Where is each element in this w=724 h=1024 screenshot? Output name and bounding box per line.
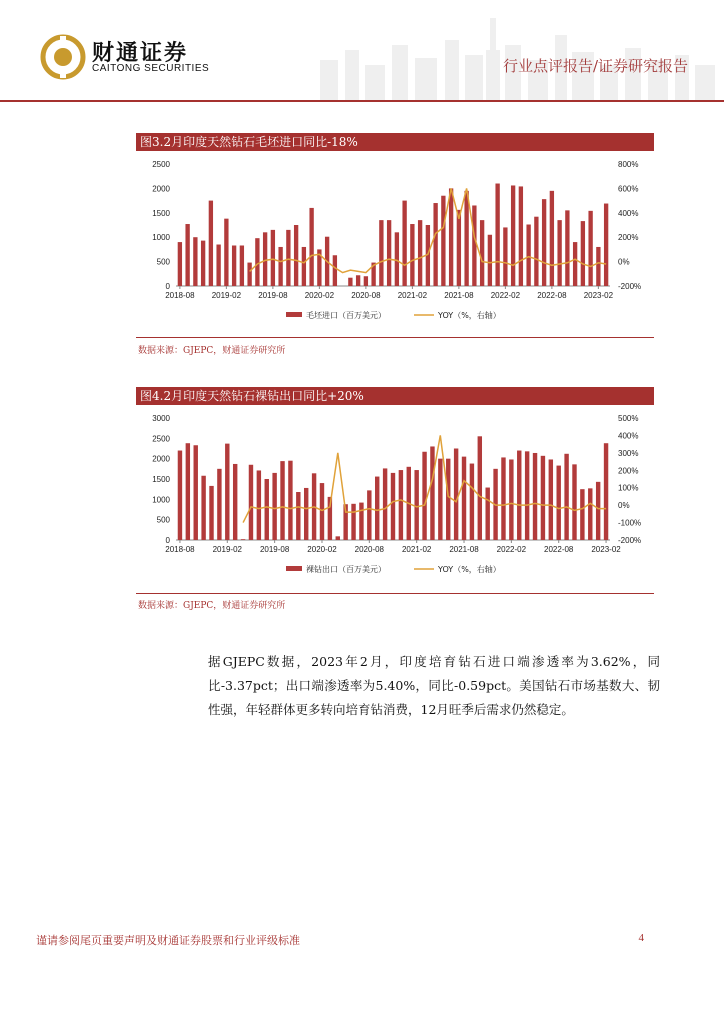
bar bbox=[588, 211, 592, 286]
bar bbox=[470, 464, 474, 540]
x-tick-label: 2018-08 bbox=[165, 545, 195, 554]
bar bbox=[541, 456, 545, 540]
bar bbox=[240, 245, 244, 286]
bar bbox=[449, 188, 453, 286]
bar bbox=[438, 459, 442, 540]
bar bbox=[224, 219, 228, 286]
bar bbox=[265, 479, 269, 540]
figure-4-chart bbox=[136, 406, 654, 584]
bar bbox=[596, 247, 600, 286]
bar bbox=[462, 457, 466, 540]
bar bbox=[263, 232, 267, 286]
bar bbox=[304, 488, 308, 540]
bar bbox=[457, 210, 461, 286]
x-tick-label: 2019-02 bbox=[212, 545, 242, 554]
legend-line-label: YOY（%，右轴） bbox=[438, 565, 501, 574]
bar bbox=[441, 196, 445, 286]
bar bbox=[550, 191, 554, 286]
x-tick-label: 2020-02 bbox=[304, 291, 335, 300]
bar bbox=[280, 461, 284, 540]
bar bbox=[348, 278, 352, 286]
caitong-logo-icon bbox=[40, 34, 86, 80]
figure-3-chart bbox=[136, 152, 654, 330]
x-tick-label: 2019-08 bbox=[258, 291, 288, 300]
bar bbox=[257, 470, 261, 540]
body-paragraph: 据GJEPC数据，2023年2月，印度培育钻石进口端渗透率为3.62%，同比-3.37pct；出口端渗透率为5.40%，同比-0.59pct。美国钻石市场基数大、韧性强，年轻群体更多转向培育钻消费，12月旺季后需求仍然稳定。 bbox=[208, 654, 660, 717]
bar bbox=[359, 503, 363, 540]
bar bbox=[209, 201, 213, 286]
bar bbox=[418, 220, 422, 286]
y-left-tick-label: 1000 bbox=[152, 495, 170, 505]
logo-text-en: CAITONG SECURITIES bbox=[92, 63, 210, 74]
bar bbox=[604, 443, 608, 540]
y-left-tick-label: 1500 bbox=[152, 208, 170, 218]
bar bbox=[186, 443, 190, 540]
y-left-tick-label: 0 bbox=[165, 536, 170, 545]
bar bbox=[309, 208, 313, 286]
bar bbox=[391, 473, 395, 540]
x-tick-label: 2022-02 bbox=[490, 291, 521, 300]
legend-bar-swatch bbox=[286, 566, 302, 571]
y-right-tick-label: 300% bbox=[618, 448, 639, 458]
bar bbox=[501, 457, 505, 540]
bar bbox=[414, 470, 418, 540]
bar bbox=[517, 451, 521, 540]
y-left-tick-label: 0 bbox=[165, 282, 170, 291]
bar bbox=[379, 220, 383, 286]
figure-3-divider bbox=[136, 337, 654, 338]
y-left-tick-label: 2000 bbox=[152, 184, 170, 194]
bar bbox=[495, 184, 499, 286]
bar bbox=[557, 220, 561, 286]
bar bbox=[564, 454, 568, 540]
x-tick-label: 2021-02 bbox=[397, 291, 428, 300]
bar bbox=[320, 483, 324, 540]
bar bbox=[572, 464, 576, 540]
bar bbox=[288, 461, 292, 540]
x-tick-label: 2021-08 bbox=[444, 291, 474, 300]
bar bbox=[294, 225, 298, 286]
bar bbox=[241, 539, 245, 540]
bar bbox=[387, 220, 391, 286]
y-right-tick-label: 400% bbox=[618, 431, 639, 441]
bar bbox=[565, 210, 569, 286]
bar bbox=[286, 230, 290, 286]
bar bbox=[542, 199, 546, 286]
bar bbox=[596, 482, 600, 540]
bar bbox=[519, 186, 523, 286]
bar bbox=[525, 451, 529, 540]
bar bbox=[488, 235, 492, 286]
y-right-tick-label: 800% bbox=[618, 160, 639, 169]
bar bbox=[225, 444, 229, 540]
bar bbox=[533, 453, 537, 540]
bar bbox=[232, 245, 236, 286]
x-tick-label: 2020-08 bbox=[354, 545, 385, 554]
x-tick-label: 2018-08 bbox=[165, 291, 195, 300]
bar bbox=[503, 227, 507, 286]
bar bbox=[201, 476, 205, 540]
legend-line-label: YOY（%，右轴） bbox=[438, 311, 501, 320]
x-tick-label: 2020-02 bbox=[307, 545, 337, 554]
bar bbox=[410, 224, 414, 286]
y-right-tick-label: 0% bbox=[618, 501, 630, 511]
y-left-tick-label: 2500 bbox=[152, 160, 170, 169]
bar bbox=[478, 436, 482, 540]
bar bbox=[271, 230, 275, 286]
y-right-tick-label: -100% bbox=[618, 518, 642, 528]
bar bbox=[249, 465, 253, 540]
bar bbox=[580, 489, 584, 540]
bar bbox=[178, 451, 182, 540]
x-tick-label: 2021-08 bbox=[449, 545, 479, 554]
figure-4-divider bbox=[136, 593, 654, 594]
bar bbox=[509, 459, 513, 540]
page-number: 4 bbox=[638, 932, 644, 944]
bar bbox=[433, 203, 437, 286]
figure-4-source: 数据来源：GJEPC，财通证券研究所 bbox=[138, 601, 286, 611]
bar bbox=[178, 242, 182, 286]
bar bbox=[573, 242, 577, 286]
bar bbox=[209, 486, 213, 540]
bar bbox=[480, 220, 484, 286]
bar bbox=[364, 276, 368, 286]
y-left-tick-label: 500 bbox=[156, 515, 170, 525]
legend-bar-label: 毛坯进口（百万美元） bbox=[306, 311, 386, 320]
bar bbox=[201, 241, 205, 286]
y-right-tick-label: 600% bbox=[618, 184, 639, 194]
y-right-tick-label: -200% bbox=[618, 282, 642, 291]
bar bbox=[430, 446, 434, 540]
x-tick-label: 2023-02 bbox=[583, 291, 614, 300]
bar bbox=[556, 466, 560, 540]
bar bbox=[333, 255, 337, 286]
bar bbox=[247, 263, 251, 286]
bar bbox=[185, 224, 189, 286]
y-right-tick-label: 200% bbox=[618, 233, 639, 243]
report-type: 行业点评报告/证券研究报告 bbox=[502, 57, 688, 75]
bar bbox=[399, 470, 403, 540]
figure-3-title: 图3.2月印度天然钻石毛坯进口同比-18% bbox=[136, 133, 654, 151]
bar bbox=[549, 459, 553, 540]
bar bbox=[511, 185, 515, 286]
bar bbox=[422, 452, 426, 540]
figure-4-title: 图4.2月印度天然钻石裸钻出口同比+20% bbox=[136, 387, 654, 405]
bar bbox=[194, 445, 198, 540]
y-left-tick-label: 2000 bbox=[152, 454, 170, 464]
y-left-tick-label: 500 bbox=[156, 257, 170, 267]
bar bbox=[395, 232, 399, 286]
bar bbox=[302, 247, 306, 286]
header-divider bbox=[0, 100, 724, 102]
x-tick-label: 2020-08 bbox=[351, 291, 381, 300]
x-tick-label: 2019-08 bbox=[259, 545, 290, 554]
y-left-tick-label: 1000 bbox=[152, 233, 170, 243]
bar bbox=[472, 205, 476, 286]
bar bbox=[255, 238, 259, 286]
bar bbox=[296, 492, 300, 540]
logo-text-cn: 财通证券 bbox=[92, 41, 189, 66]
bar bbox=[446, 459, 450, 540]
bar bbox=[383, 468, 387, 540]
y-right-tick-label: 0% bbox=[618, 257, 630, 267]
y-right-tick-label: 500% bbox=[618, 414, 639, 423]
bar bbox=[233, 464, 237, 540]
bar bbox=[278, 247, 282, 286]
x-tick-label: 2021-02 bbox=[401, 545, 432, 554]
figure-3-source: 数据来源：GJEPC，财通证券研究所 bbox=[138, 346, 286, 356]
bar bbox=[217, 469, 221, 540]
y-right-tick-label: 400% bbox=[618, 208, 639, 218]
bar bbox=[402, 201, 406, 286]
x-tick-label: 2022-08 bbox=[537, 291, 567, 300]
bar bbox=[604, 204, 608, 286]
legend-bar-label: 裸钻出口（百万美元） bbox=[306, 565, 386, 574]
bar bbox=[216, 245, 220, 286]
bar bbox=[336, 536, 340, 540]
bar bbox=[375, 477, 379, 540]
bar bbox=[193, 237, 197, 286]
bar bbox=[367, 490, 371, 540]
bar bbox=[272, 473, 276, 540]
bar bbox=[534, 217, 538, 286]
y-right-tick-label: -200% bbox=[618, 536, 642, 545]
bar bbox=[351, 504, 355, 540]
bar bbox=[454, 449, 458, 541]
x-tick-label: 2022-02 bbox=[496, 545, 527, 554]
bar bbox=[581, 221, 585, 286]
y-right-tick-label: 100% bbox=[618, 483, 639, 493]
x-tick-label: 2019-02 bbox=[211, 291, 242, 300]
bar bbox=[588, 488, 592, 540]
y-right-tick-label: 200% bbox=[618, 466, 639, 476]
legend-bar-swatch bbox=[286, 312, 302, 317]
bar bbox=[464, 191, 468, 286]
bar bbox=[485, 488, 489, 540]
x-tick-label: 2023-02 bbox=[591, 545, 621, 554]
bar bbox=[526, 225, 530, 286]
footer-disclaimer: 谨请参阅尾页重要声明及财通证券股票和行业评级标准 bbox=[36, 934, 300, 947]
y-left-tick-label: 3000 bbox=[152, 414, 170, 423]
bar bbox=[356, 275, 360, 286]
y-left-tick-label: 2500 bbox=[152, 434, 170, 444]
y-left-tick-label: 1500 bbox=[152, 475, 170, 484]
x-tick-label: 2022-08 bbox=[544, 545, 574, 554]
page-header bbox=[0, 0, 724, 104]
